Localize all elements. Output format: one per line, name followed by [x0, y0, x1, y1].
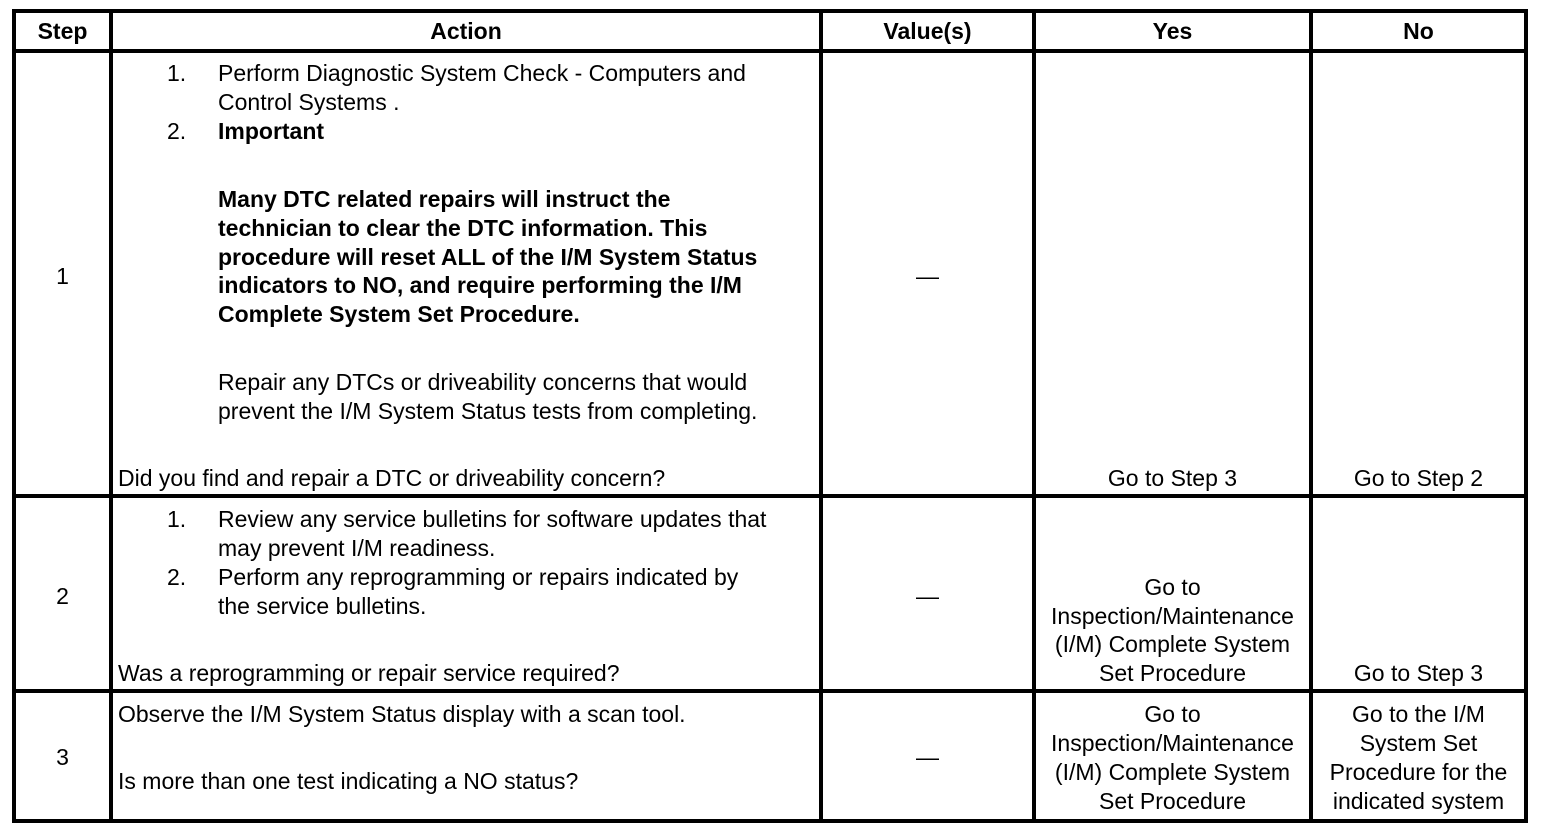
row2-question: Was a reprogramming or repair service required? [118, 660, 620, 686]
row3-no-line2: System Set [1359, 730, 1478, 756]
header-no: No [1403, 17, 1434, 44]
row2-yes-line4: Set Procedure [1098, 660, 1247, 686]
row3-yes-line3: (I/M) Complete System [1054, 759, 1291, 785]
row2-no: Go to Step 3 [1353, 660, 1484, 686]
row1-yes: Go to Step 3 [1107, 465, 1238, 491]
row2-yes-line2: Inspection/Maintenance [1051, 603, 1294, 629]
row3-yes-line4: Set Procedure [1098, 788, 1247, 814]
row2-item1-line1: Review any service bulletins for software updates that [218, 506, 767, 532]
row1-item1-number: 1. [167, 60, 187, 86]
row3-yes-line1: Go to [1144, 701, 1201, 727]
row1-divider [12, 494, 1528, 498]
row1-item1-line2: Control Systems . [218, 89, 400, 115]
row1-repair-line1: Repair any DTCs or driveability concerns that would [218, 369, 748, 395]
row1-important-line4: indicators to NO, and require performing the I/M [218, 272, 742, 298]
row1-item2-number: 2. [167, 118, 187, 144]
row1-important-label: Important [218, 118, 325, 144]
table-border-left [12, 9, 16, 823]
row1-values: — [916, 263, 939, 289]
header-step: Step [37, 17, 88, 44]
row1-important-line2: technician to clear the DTC information. This [218, 215, 708, 241]
row1-item1-line1: Perform Diagnostic System Check - Computers and [218, 60, 746, 86]
row3-step: 3 [56, 744, 69, 770]
col-divider-step [109, 9, 113, 823]
table-border-right [1524, 9, 1528, 823]
row3-question: Is more than one test indicating a NO status? [118, 768, 579, 794]
table-border-bottom [12, 819, 1528, 823]
row2-step: 2 [56, 583, 69, 609]
row2-yes-line3: (I/M) Complete System [1054, 631, 1291, 657]
row3-no-line4: indicated system [1332, 788, 1505, 814]
row1-no: Go to Step 2 [1353, 465, 1484, 491]
row2-yes-line1: Go to [1144, 574, 1201, 600]
row1-important-line3: procedure will reset ALL of the I/M System Status [218, 244, 758, 270]
row2-item2-number: 2. [167, 564, 187, 590]
row2-item2-line2: the service bulletins. [218, 593, 427, 619]
row3-action-line1: Observe the I/M System Status display with a scan tool. [118, 701, 686, 727]
row3-values: — [916, 744, 939, 770]
header-yes: Yes [1152, 17, 1193, 44]
row2-values: — [916, 583, 939, 609]
col-divider-action [819, 9, 823, 823]
header-action: Action [430, 17, 502, 44]
row1-repair-line2: prevent the I/M System Status tests from completing. [218, 398, 758, 424]
row3-no-line1: Go to the I/M [1352, 701, 1485, 727]
row2-divider [12, 689, 1528, 693]
row2-item2-line1: Perform any reprogramming or repairs indicated by [218, 564, 739, 590]
row1-question: Did you find and repair a DTC or driveability concern? [118, 465, 666, 491]
row3-yes-line2: Inspection/Maintenance [1051, 730, 1294, 756]
row2-item1-number: 1. [167, 506, 187, 532]
row1-step: 1 [56, 263, 69, 289]
header-values: Value(s) [883, 17, 972, 44]
row2-item1-line2: may prevent I/M readiness. [218, 535, 496, 561]
row1-important-line1: Many DTC related repairs will instruct the [218, 186, 671, 212]
row3-no-line3: Procedure for the [1329, 759, 1508, 785]
row1-important-line5: Complete System Set Procedure. [218, 301, 580, 327]
